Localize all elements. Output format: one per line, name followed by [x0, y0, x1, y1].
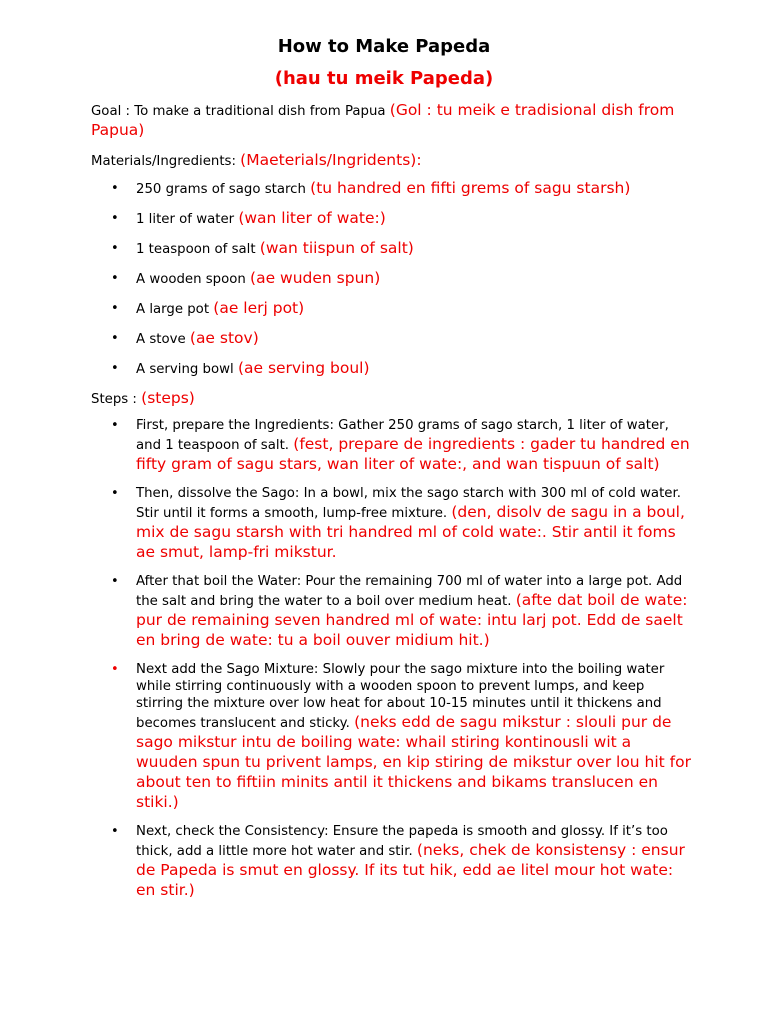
material-text: A stove [136, 332, 186, 347]
bullet: • [111, 662, 119, 677]
steps-label: Steps : [91, 392, 137, 407]
material-text: A serving bowl [136, 362, 234, 377]
material-text: 1 liter of water [136, 212, 235, 227]
steps-label-phonetic: (steps) [141, 389, 195, 407]
material-phonetic: (wan tiispun of salt) [259, 239, 414, 257]
document-subtitle: (hau tu meik Papeda) [274, 68, 494, 89]
step-phonetic: (afte dat boil de wate: pur de remaining seven handred ml of wate: intu larj pot. Edd de saelt en bring de wate: tu a boil ouver midium hit.) [136, 591, 688, 649]
bullet: • [111, 824, 119, 839]
materials-label-phonetic: (Maeterials/Ingridents): [240, 151, 422, 169]
list-item [91, 573, 691, 650]
material-text: A large pot [136, 302, 210, 317]
bullet: • [111, 574, 119, 589]
materials-heading [91, 151, 691, 171]
step-phonetic: (den, disolv de sagu in a boul, mix de sagu starsh with tri handred ml of cold wate:. Stir antil it foms ae smut, lamp-fri mikstur. [136, 503, 685, 561]
step-text: Next add the Sago Mixture: Slowly pour the sago mixture into the boiling water while stirring continuously with a wooden spoon to prevent lumps, and keep stirring the mixture over low heat for about 10-15 minutes until it thickens and becomes translucent and sticky. [136, 662, 665, 731]
material-text: 250 grams of sago starch [136, 182, 306, 197]
material-phonetic: (ae stov) [189, 329, 259, 347]
step-text: Next, check the Consistency: Ensure the papeda is smooth and glossy. If it’s too thick, add a little more hot water and stir. [136, 824, 668, 859]
list-item [91, 417, 691, 474]
steps-list [91, 417, 691, 900]
list-item [91, 239, 691, 259]
steps-heading [91, 389, 691, 409]
material-phonetic: (ae serving boul) [237, 359, 370, 377]
list-item [91, 179, 691, 199]
bullet: • [111, 486, 119, 501]
goal-paragraph [91, 101, 691, 141]
materials-list [91, 179, 691, 379]
material-text: A wooden spoon [136, 272, 246, 287]
material-phonetic: (ae lerj pot) [213, 299, 305, 317]
bullet: • [111, 331, 119, 346]
bullet: • [111, 241, 119, 256]
document-title: How to Make Papeda [277, 36, 491, 57]
bullet: • [111, 301, 119, 316]
step-phonetic: (fest, prepare de ingredients : gader tu handred en fifty gram of sagu stars, wan liter of wate:, and wan tispuun of salt) [136, 435, 690, 473]
list-item [91, 359, 691, 379]
list-item [91, 299, 691, 319]
list-item [91, 823, 691, 900]
list-item [91, 661, 691, 812]
step-phonetic: (neks, chek de konsistensy : ensur de Papeda is smut en glossy. If its tut hik, edd ae litel mour hot wate: en stir.) [136, 841, 685, 899]
material-phonetic: (tu handred en fifti grems of sagu starsh) [310, 179, 631, 197]
step-text: First, prepare the Ingredients: Gather 250 grams of sago starch, 1 liter of water, and 1 teaspoon of salt. [136, 418, 669, 453]
list-item [91, 485, 691, 562]
material-text: 1 teaspoon of salt [136, 242, 256, 257]
list-item [91, 329, 691, 349]
material-phonetic: (wan liter of wate:) [238, 209, 386, 227]
document-body [91, 101, 691, 911]
materials-label: Materials/Ingredients: [91, 154, 236, 169]
list-item [91, 269, 691, 289]
goal-phonetic: (Gol : tu meik e tradisional dish from Papua) [91, 101, 675, 139]
step-text: After that boil the Water: Pour the remaining 700 ml of water into a large pot. Add the salt and bring the water to a boil over medium heat. [136, 574, 683, 609]
bullet: • [111, 361, 119, 376]
bullet: • [111, 271, 119, 286]
bullet: • [111, 211, 119, 226]
list-item [91, 209, 691, 229]
material-phonetic: (ae wuden spun) [250, 269, 381, 287]
step-text: Then, dissolve the Sago: In a bowl, mix the sago starch with 300 ml of cold water. Stir until it forms a smooth, lump-free mixture. [136, 486, 681, 521]
bullet: • [111, 418, 119, 433]
step-phonetic: (neks edd de sagu mikstur : slouli pur de sago mikstur intu de boiling wate: whail stiring kontinousli wit a wuuden spun tu privent lamps, en kip stiring de mikstur over lou hit for about ten to fiftiin minits antil it thickens and bikams translucen en stiki.) [136, 713, 691, 811]
bullet: • [111, 181, 119, 196]
goal-text: Goal : To make a traditional dish from Papua [91, 104, 386, 119]
